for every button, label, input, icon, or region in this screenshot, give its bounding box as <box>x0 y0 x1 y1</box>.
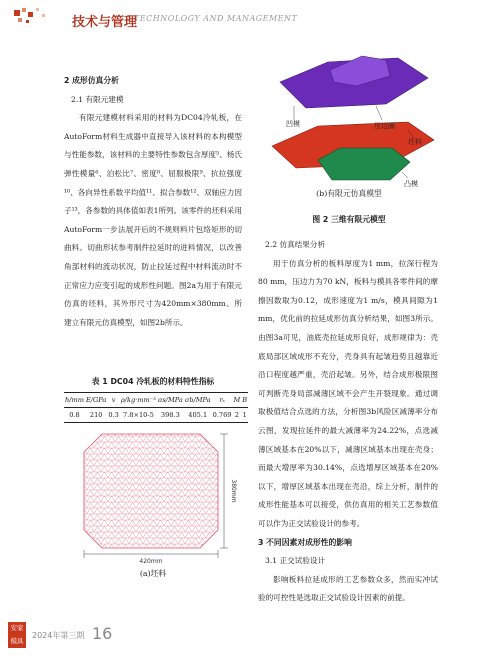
table-header-cell: E/GPa <box>85 396 107 404</box>
leader-line <box>402 172 408 178</box>
table-cell: 398.3 <box>160 411 180 419</box>
table-header-cell: h/mm <box>65 396 84 404</box>
punch-label: 凸模 <box>404 180 418 188</box>
section-heading: 3 不同因素对成形性的影响 <box>258 537 352 547</box>
table-cell: 7.8×10-5 <box>122 411 154 419</box>
table-caption: 表 1 DC04 冷轧板的材料特性指标 <box>91 377 215 386</box>
leader-line <box>376 106 382 120</box>
body-paragraph: 影响板料拉延成形的工艺参数众多，然而实冲试验的可控性是选取正交试验设计因素的前提。 <box>258 574 438 603</box>
table-row <box>64 408 248 423</box>
subsection-heading: 2.1 有限元建模 <box>71 94 124 104</box>
table-header-cell: rₛ <box>219 396 225 404</box>
figure-caption: 图 2 三维有限元模型 <box>312 215 386 224</box>
page-header <box>0 0 480 36</box>
issue-label: 2024年第三期 <box>32 631 85 640</box>
section-heading: 2 成形仿真分析 <box>64 76 119 85</box>
figure-b-label: (b)有限元仿真模型 <box>316 189 382 198</box>
width-dimension-label: 420mm <box>139 558 163 565</box>
table-cell: 2 <box>234 411 239 419</box>
body-paragraph: 有限元建模材料采用的材料为DC04冷轧板，在AutoForm材料生成器中直接导入该材料的本构模型与性能参数，该材料的主要特性参数包含厚度⁵、杨氏弹性模量⁶、泊松比⁷、密度⁸、屈服极限⁹、抗拉强度¹⁰、各向异性系数平均值¹¹、拟合参数¹²、双轴应力因子¹³，各参数的具体值如表1所列。该零件的坯料采用AutoForm一步法展开后的不规则料片包络矩形的切曲料。切曲形状参考制件拉延时的进料情况，以改善角部材料的流动状况，防止拉延过程中材料流动时不正常应力应变引起的成形性问题。图2a为用于有限元仿真的坯料，其外形尺寸为420mm×380mm。所建立有限元仿真模型，如图2b所示。 <box>64 113 242 327</box>
material-properties-table <box>64 392 248 423</box>
punch-shape <box>318 148 410 180</box>
table-header-row <box>64 393 248 408</box>
die-label: 凹模 <box>286 120 300 128</box>
table-cell: 0.769 <box>212 411 232 419</box>
subsection-heading: 2.2 仿真结果分析 <box>265 240 326 249</box>
subsection-heading: 3.1 正交试验设计 <box>265 556 326 566</box>
journal-section-subtitle: TECHNOLOGY AND MANAGEMENT <box>134 14 298 23</box>
table-header-cell: σs/MPa <box>157 396 183 404</box>
right-column <box>258 236 438 608</box>
figure-a-label: (a)坯料 <box>139 569 167 578</box>
journal-logo: 安家模具 <box>8 622 26 648</box>
blank-mesh-figure <box>66 430 236 566</box>
blank-label: 坯料 <box>408 138 422 146</box>
journal-section-title: 技术与管理 <box>72 15 138 30</box>
header-decoration-icon <box>12 4 56 32</box>
holder-label: 压边圈 <box>374 122 395 130</box>
body-paragraph: 用于仿真分析的板料厚度为1 mm，拉深行程为80 mm，压边力为70 kN，板料与模具各零件间的摩擦因数取为0.12，成形速度为1 m/s，模具间隙为1 mm，优化前的拉延成形仿真分析结果，如图3所示。由图3a可见，油底壳拉延成形良好，成形规律为：壳底局部区域成形不充分，壳身具有起皱趋势且越靠近沿口程度越严重，壳沿起皱。另外，结合成形极限图可判断壳身局部减薄区域不会产生开裂现象。通过调取极值结合点选的方法，分析图3b风险区减薄率分布云图，发现拉延件的最大减薄率为24.22%，点选减薄区域基本在20%以下，减薄区域基本出现在壳身；而最大增厚率为30.14%，点选增厚区域基本在20%以下，增厚区域基本出现在壳沿，综上分析，制件的成形性能基本可以接受，供仿真用的相关工艺参数值可以作为正交试验设计的参考。 <box>258 258 438 528</box>
table-cell: 405.1 <box>188 411 208 419</box>
table-header-cell: ρ/kg·mm⁻³ <box>120 396 156 404</box>
blank-outline <box>84 434 218 548</box>
page-number: 16 <box>92 624 113 643</box>
table-cell: 1 <box>242 411 247 419</box>
table-header-cell: B <box>242 396 248 404</box>
table-cell: 0.3 <box>108 411 119 419</box>
left-column <box>64 72 242 332</box>
table-cell: 210 <box>89 411 103 419</box>
table-header-cell: M <box>233 396 241 404</box>
fe-model-figure <box>258 40 440 190</box>
table-cell: 0.8 <box>69 411 80 419</box>
table-header-cell: v <box>111 396 116 404</box>
table-header-cell: σb/MPa <box>184 396 211 404</box>
height-dimension-label: 380mm <box>230 479 237 503</box>
